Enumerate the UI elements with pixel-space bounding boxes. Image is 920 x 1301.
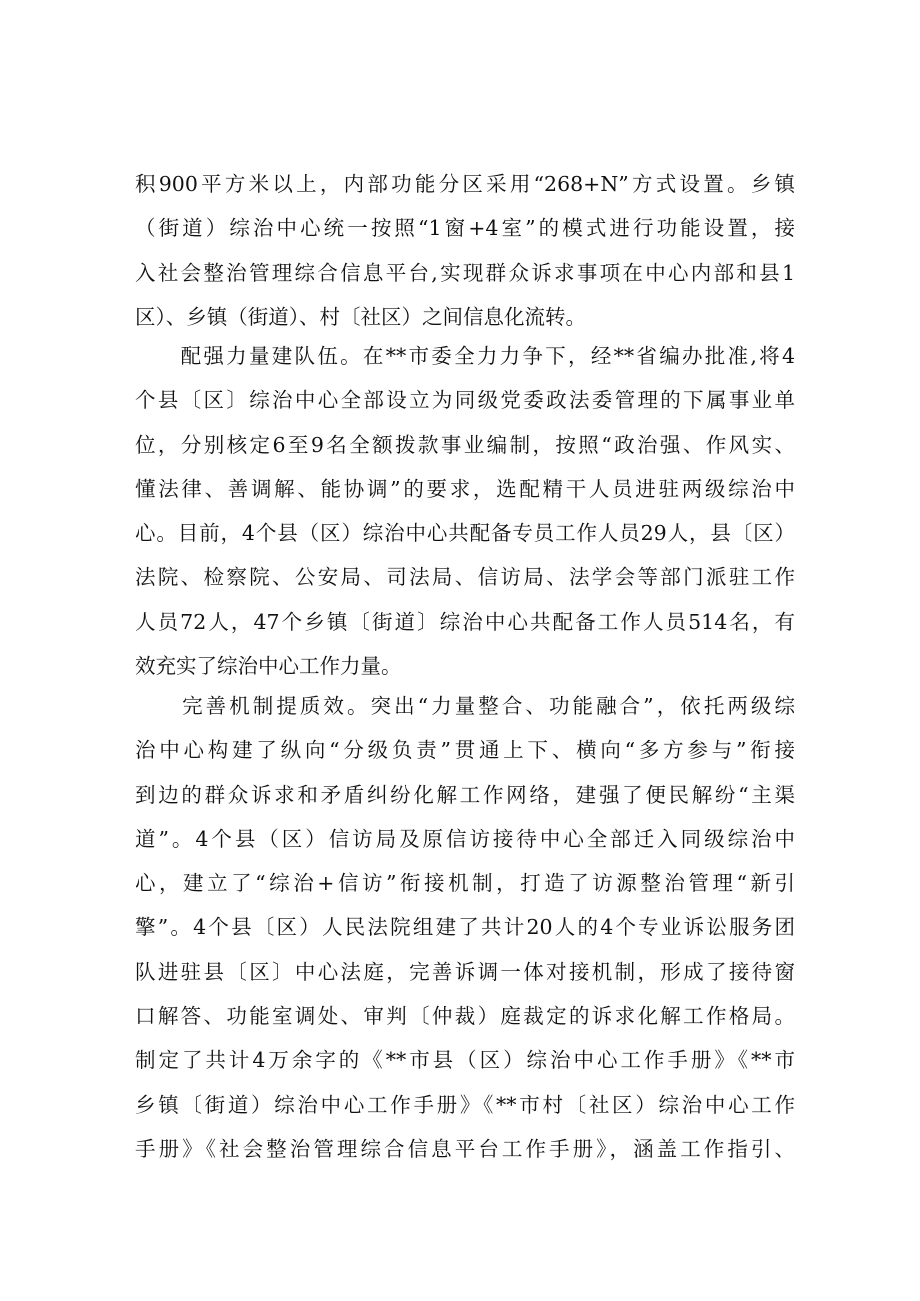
text-line: 区）、乡镇（街道）、村〔社区）之间信息化流转。 [135, 304, 586, 329]
text-line: 懂法律、善调解、能协调”的要求，选配精干人员进驻两级综治中 [135, 476, 795, 501]
text-line: 配强力量建队伍。在**市委全力力争下，经**省编办批准,将4 [135, 344, 795, 368]
text-line: 制定了共计4万余字的《**市县（区）综治中心工作手册》《**市 [135, 1048, 795, 1073]
text-line: 到边的群众诉求和矛盾纠纷化解工作网络，建强了便民解纷“主渠 [135, 782, 795, 807]
text-line: 法院、检察院、公安局、司法局、信访局、法学会等部门派驻工作 [135, 565, 795, 590]
text-line: 个县〔区〕综治中心全部设立为同级党委政法委管理的下属事业单 [135, 388, 795, 413]
text-line: 道”。4个县（区）信访局及原信访接待中心全部迁入同级综治中 [135, 826, 795, 851]
paragraph-mechanism [135, 684, 795, 1171]
text-line: 积900平方米以上，内部功能分区采用“268+N”方式设置。乡镇 [135, 172, 795, 196]
text-line: 人员72人，47个乡镇〔街道〕综治中心共配备工作人员514名，有 [135, 609, 795, 634]
text-line: 擎”。4个县〔区）人民法院组建了共计20人的4个专业诉讼服务团 [135, 915, 795, 940]
text-line: （街道）综治中心统一按照“1窗+4室”的模式进行功能设置，接 [135, 216, 795, 241]
paragraph-facility-layout [135, 162, 795, 339]
text-line: 心，建立了“综治+信访”衔接机制，打造了访源整治管理“新引 [135, 871, 795, 896]
text-line: 心。目前，4个县（区）综治中心共配备专员工作人员29人，县〔区） [135, 521, 795, 546]
text-line: 效充实了综治中心工作力量。 [135, 654, 402, 679]
text-line: 口解答、功能室调处、审判〔仲裁）庭裁定的诉求化解工作格局。 [135, 1004, 795, 1029]
text-line: 完善机制提质效。突出“力量整合、功能融合”，依托两级综 [135, 694, 795, 718]
paragraph-staffing [135, 334, 795, 688]
text-line: 位，分别核定6至9名全额拨款事业编制，按照“政治强、作风实、 [135, 432, 795, 457]
text-line: 手册》《社会整治管理综合信息平台工作手册》，涵盖工作指引、 [135, 1136, 795, 1161]
text-line: 入社会整治管理综合信息平台,实现群众诉求事项在中心内部和县1 [135, 260, 795, 285]
text-line: 治中心构建了纵向“分级负责”贯通上下、横向“多方参与”衔接 [135, 738, 795, 763]
text-line: 乡镇〔街道）综治中心工作手册》《**市村〔社区）综治中心工作 [135, 1092, 795, 1117]
text-line: 队进驻县〔区〕中心法庭，完善诉调一体对接机制，形成了接待窗 [135, 959, 795, 984]
